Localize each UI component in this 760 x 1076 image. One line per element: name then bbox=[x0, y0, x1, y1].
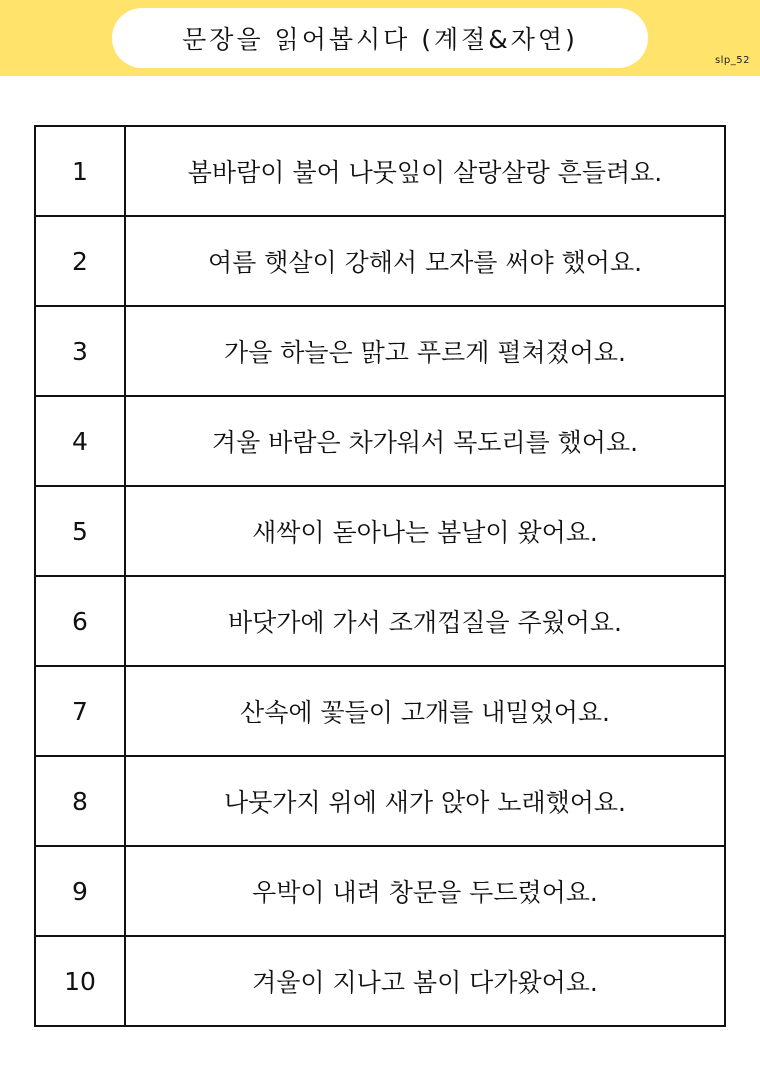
table-row bbox=[35, 126, 725, 216]
row-sentence: 여름 햇살이 강해서 모자를 써야 했어요. bbox=[125, 216, 725, 306]
table-row bbox=[35, 576, 725, 666]
row-number: 4 bbox=[35, 396, 125, 486]
table-row bbox=[35, 756, 725, 846]
row-sentence: 바닷가에 가서 조개껍질을 주웠어요. bbox=[125, 576, 725, 666]
table-row bbox=[35, 486, 725, 576]
row-number: 3 bbox=[35, 306, 125, 396]
row-sentence: 우박이 내려 창문을 두드렸어요. bbox=[125, 846, 725, 936]
sentence-table bbox=[34, 125, 726, 1027]
row-sentence: 가을 하늘은 맑고 푸르게 펼쳐졌어요. bbox=[125, 306, 725, 396]
header-band bbox=[0, 0, 760, 76]
worksheet-title: 문장을 읽어봅시다 (계절&자연) bbox=[182, 25, 578, 54]
table-row bbox=[35, 216, 725, 306]
row-sentence: 새싹이 돋아나는 봄날이 왔어요. bbox=[125, 486, 725, 576]
table-row bbox=[35, 396, 725, 486]
row-sentence: 산속에 꽃들이 고개를 내밀었어요. bbox=[125, 666, 725, 756]
row-sentence: 나뭇가지 위에 새가 앉아 노래했어요. bbox=[125, 756, 725, 846]
row-number: 5 bbox=[35, 486, 125, 576]
row-number: 6 bbox=[35, 576, 125, 666]
row-sentence: 겨울이 지나고 봄이 다가왔어요. bbox=[125, 936, 725, 1026]
row-number: 1 bbox=[35, 126, 125, 216]
row-sentence: 겨울 바람은 차가워서 목도리를 했어요. bbox=[125, 396, 725, 486]
row-number: 9 bbox=[35, 846, 125, 936]
row-number: 8 bbox=[35, 756, 125, 846]
row-sentence: 봄바람이 불어 나뭇잎이 살랑살랑 흔들려요. bbox=[125, 126, 725, 216]
row-number: 7 bbox=[35, 666, 125, 756]
row-number: 2 bbox=[35, 216, 125, 306]
row-number: 10 bbox=[35, 936, 125, 1026]
table-row bbox=[35, 666, 725, 756]
title-pill bbox=[112, 8, 648, 68]
worksheet-code: slp_52 bbox=[714, 55, 750, 66]
table-row bbox=[35, 846, 725, 936]
table-row bbox=[35, 306, 725, 396]
table-row bbox=[35, 936, 725, 1026]
